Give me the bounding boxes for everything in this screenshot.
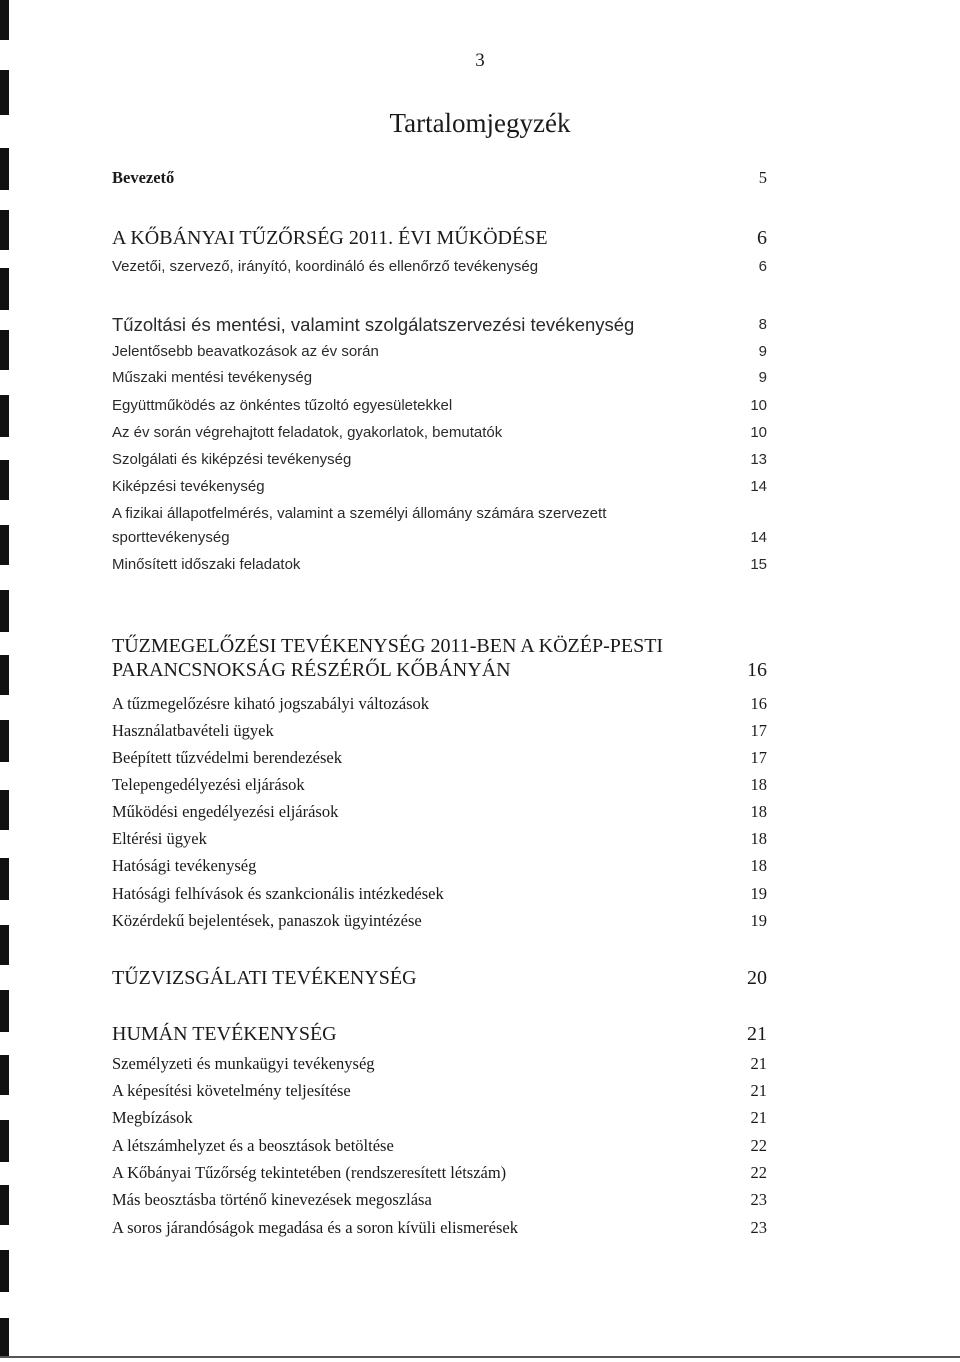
- toc-entry-page: 19: [750, 911, 767, 930]
- toc-entry-page: 13: [750, 451, 767, 468]
- toc-entry[interactable]: [112, 909, 767, 933]
- toc-entry[interactable]: [112, 1106, 767, 1130]
- toc-entry[interactable]: [112, 800, 767, 824]
- toc-entry-label: Tűzoltási és mentési, valamint szolgálatszervezési tevékenység: [112, 314, 635, 335]
- toc-entry-label: A létszámhelyzet és a beosztások betöltése: [112, 1136, 394, 1155]
- toc-entry-page: 17: [750, 748, 767, 767]
- toc-entry-label: Műszaki mentési tevékenység: [112, 369, 313, 386]
- toc-section-heading[interactable]: [112, 226, 767, 250]
- toc-entry[interactable]: [112, 1216, 767, 1240]
- toc-entry-page: 21: [750, 1054, 767, 1073]
- toc-entry-page: 6: [758, 258, 767, 275]
- toc-entry[interactable]: [112, 166, 767, 190]
- toc-entry-page: 5: [758, 168, 767, 187]
- toc-entry-page: 19: [750, 884, 767, 903]
- binding-marks: [0, 0, 12, 1362]
- toc-entry-page: 14: [750, 529, 767, 546]
- toc-entry[interactable]: [112, 773, 767, 797]
- toc-entry-page: 6: [757, 227, 767, 249]
- toc-entry-label: A soros járandóságok megadása és a soron kívüli elismerések: [112, 1218, 518, 1237]
- toc-entry-label: Személyzeti és munkaügyi tevékenység: [112, 1054, 375, 1073]
- toc-entry-page: 23: [750, 1190, 767, 1209]
- toc-entry-page: 18: [750, 829, 767, 848]
- toc-entry-page: 9: [758, 343, 767, 360]
- toc-entry-label: Az év során végrehajtott feladatok, gyakorlatok, bemutatók: [112, 424, 503, 441]
- toc-entry-page: 20: [747, 967, 767, 989]
- toc-section-heading[interactable]: [112, 1022, 767, 1046]
- toc-entry-label: A képesítési követelmény teljesítése: [112, 1081, 351, 1100]
- toc-entry-label: Jelentősebb beavatkozások az év során: [112, 343, 379, 360]
- toc-entry[interactable]: [112, 1079, 767, 1103]
- toc-entry-label: Más beosztásba történő kinevezések megoszlása: [112, 1190, 432, 1209]
- toc-entry[interactable]: [112, 394, 767, 418]
- toc-entry-page: 18: [750, 802, 767, 821]
- toc-entry-label: Hatósági tevékenység: [112, 856, 257, 875]
- toc-entry-page: 21: [750, 1108, 767, 1127]
- page-number: 3: [475, 50, 485, 71]
- toc-entry-page: 10: [750, 424, 767, 441]
- toc-entry[interactable]: [112, 1134, 767, 1158]
- bottom-rule: [0, 1356, 960, 1358]
- toc-entry-label: A tűzmegelőzésre kiható jogszabályi változások: [112, 694, 430, 713]
- toc-entry-page: 10: [750, 397, 767, 414]
- toc-entry-page: 8: [758, 316, 767, 333]
- toc-entry-label: Vezetői, szervező, irányító, koordináló és ellenőrző tevékenység: [112, 258, 539, 275]
- toc-entry-label: Szolgálati és kiképzési tevékenység: [112, 451, 352, 468]
- toc-entry-page: 22: [750, 1136, 767, 1155]
- toc-entry-label: Bevezető: [112, 168, 175, 187]
- toc-entry-label: HUMÁN TEVÉKENYSÉG: [112, 1023, 337, 1045]
- toc-entry[interactable]: [112, 827, 767, 851]
- toc-entry-page: 21: [747, 1023, 767, 1045]
- toc-entry-label: Telepengedélyezési eljárások: [112, 775, 305, 794]
- toc-entry-page: 9: [758, 369, 767, 386]
- toc-entry[interactable]: [112, 502, 767, 550]
- toc-entry[interactable]: [112, 421, 767, 445]
- toc-entry-page: 22: [750, 1163, 767, 1182]
- toc-entry[interactable]: [112, 255, 767, 279]
- toc-entry[interactable]: [112, 340, 767, 364]
- toc-entry-label: Kiképzési tevékenység: [112, 478, 265, 495]
- toc-entry-label: Együttműködés az önkéntes tűzoltó egyesületekkel: [112, 397, 453, 414]
- toc-entry[interactable]: [112, 719, 767, 743]
- toc-entry-page: 16: [750, 694, 767, 713]
- toc-entry[interactable]: [112, 1161, 767, 1185]
- toc-entry-page: 17: [750, 721, 767, 740]
- toc-entry-page: 14: [750, 478, 767, 495]
- toc-entry-label: Közérdekű bejelentések, panaszok ügyintézése: [112, 911, 422, 930]
- toc-section-heading[interactable]: [112, 634, 767, 682]
- toc-subsection-heading[interactable]: [112, 313, 767, 337]
- toc-entry-label: TŰZVIZSGÁLATI TEVÉKENYSÉG: [112, 967, 417, 989]
- toc-entry[interactable]: [112, 692, 767, 716]
- toc-entry-label: Használatbavételi ügyek: [112, 721, 274, 740]
- toc-entry[interactable]: [112, 746, 767, 770]
- toc-entry[interactable]: [112, 448, 767, 472]
- toc-entry-page: 18: [750, 856, 767, 875]
- toc-entry-label: A Kőbányai Tűzőrség tekintetében (rendszeresített létszám): [112, 1163, 507, 1182]
- toc-section-heading[interactable]: [112, 966, 767, 990]
- toc-entry-label: Megbízások: [112, 1108, 193, 1127]
- toc-entry-label: Eltérési ügyek: [112, 829, 207, 848]
- toc-entry[interactable]: [112, 854, 767, 878]
- toc-entry-page: 18: [750, 775, 767, 794]
- toc-entry-page: 15: [750, 556, 767, 573]
- page-title: Tartalomjegyzék: [389, 108, 571, 138]
- toc-entry[interactable]: [112, 475, 767, 499]
- toc-entry[interactable]: [112, 1052, 767, 1076]
- toc-entry[interactable]: [112, 553, 767, 577]
- toc-entry-label: A KŐBÁNYAI TŰZŐRSÉG 2011. ÉVI MŰKÖDÉSE: [112, 227, 548, 249]
- toc-entry[interactable]: [112, 366, 767, 390]
- toc-entry-label: Működési engedélyezési eljárások: [112, 802, 339, 821]
- toc-entry[interactable]: [112, 882, 767, 906]
- toc-entry-page: 23: [750, 1218, 767, 1237]
- toc-entry-label: Beépített tűzvédelmi berendezések: [112, 748, 342, 767]
- toc-entry-label: A fizikai állapotfelmérés, valamint a személyi állomány számára szervezett sporttevékenység: [112, 505, 607, 546]
- toc-entry-label: TŰZMEGELŐZÉSI TEVÉKENYSÉG 2011-BEN A KÖZÉP-PESTI PARANCSNOKSÁG RÉSZÉRŐL KŐBÁNYÁN: [112, 635, 664, 681]
- toc-entry-label: Hatósági felhívások és szankcionális intézkedések: [112, 884, 444, 903]
- toc-entry-label: Minősített időszaki feladatok: [112, 556, 301, 573]
- toc-entry-page: 21: [750, 1081, 767, 1100]
- toc-entry[interactable]: [112, 1188, 767, 1212]
- toc-entry-page: 16: [747, 659, 767, 681]
